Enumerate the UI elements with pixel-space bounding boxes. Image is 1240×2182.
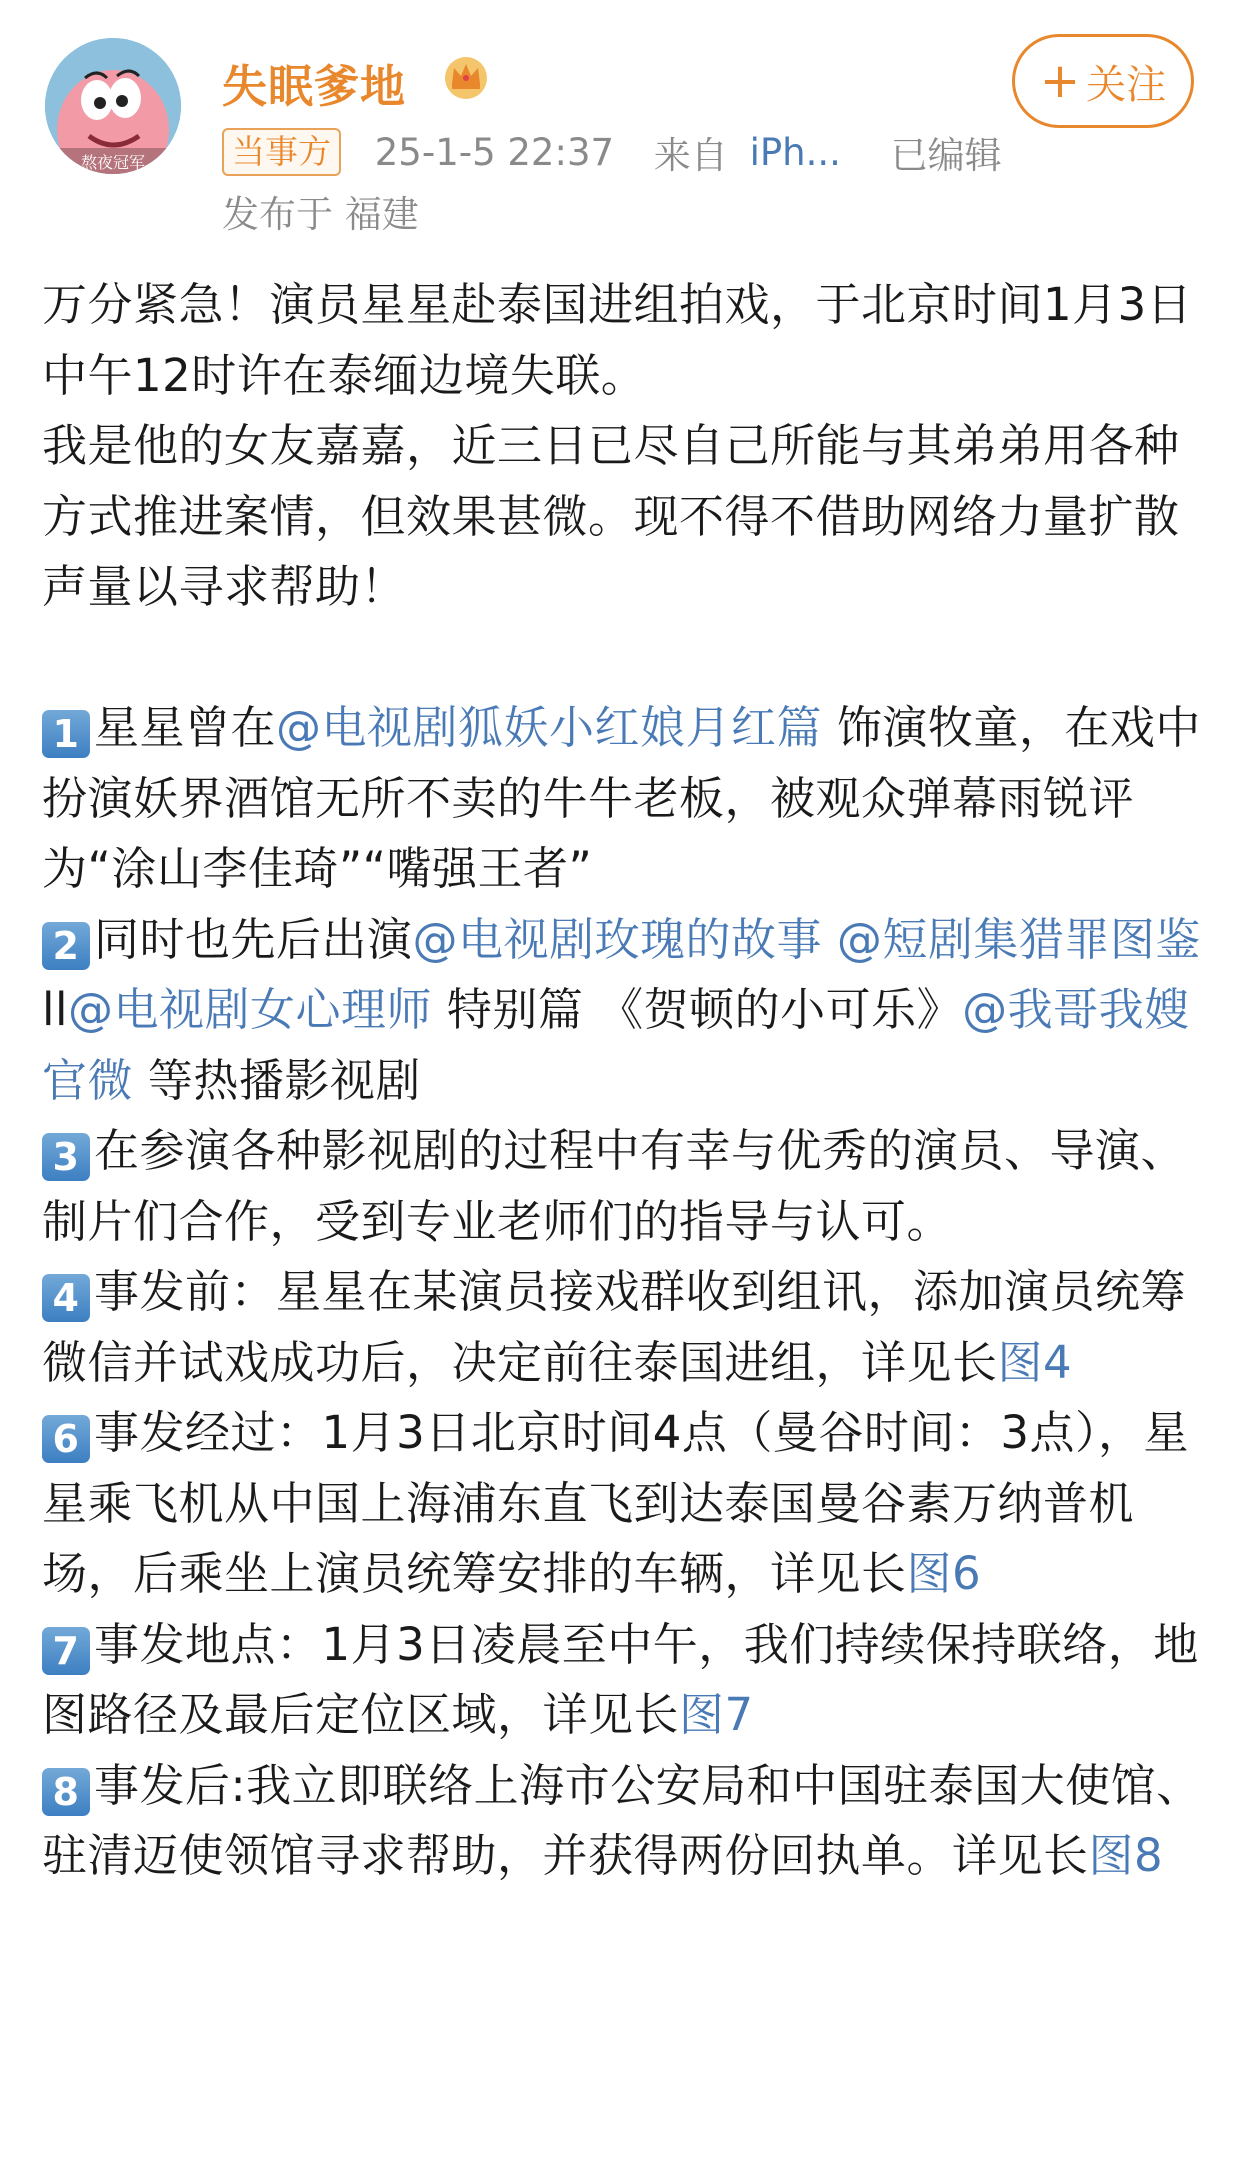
post-header <box>0 0 1240 250</box>
keycap-6-icon: 6 <box>42 1415 90 1463</box>
author-name[interactable]: 失眠爹地 <box>222 60 407 113</box>
mention-link[interactable]: @短剧集猎罪图鉴 <box>836 912 1201 966</box>
keycap-3-icon: 3 <box>42 1133 90 1181</box>
follow-label: 关注 <box>1086 61 1167 108</box>
list-item: 1 星星曾在@电视剧狐妖小红娘月红篇 饰演牧童，在戏中扮演妖界酒馆无所不卖的牛牛老板，被观众弹幕雨锐评为“涂山李佳琦”“嘴强王者” <box>42 701 1201 895</box>
source-device[interactable]: iPh... <box>749 130 841 174</box>
keycap-7-icon: 7 <box>42 1627 90 1675</box>
list-item: 4 事发前：星星在某演员接戏群收到组讯，添加演员统筹微信并试戏成功后，决定前往泰国进组，详见长图4 <box>42 1265 1187 1389</box>
party-tag[interactable]: 当事方 <box>222 128 341 176</box>
intro-paragraph: 万分紧急！演员星星赴泰国进组拍戏，于北京时间1月3日中午12时许在泰缅边境失联。 <box>42 278 1193 402</box>
list-item: 3 在参演各种影视剧的过程中有幸与优秀的演员、导演、制片们合作，受到专业老师们的指导与认可。 <box>42 1124 1187 1248</box>
keycap-4-icon: 4 <box>42 1274 90 1322</box>
source-prefix: 来自 <box>653 134 728 177</box>
image-link[interactable]: 图4 <box>997 1335 1073 1389</box>
mention-link[interactable]: @电视剧女心理师 <box>68 983 433 1036</box>
list-item: 8 事发后:我立即联络上海市公安局和中国驻泰国大使馆、驻清迈使领馆寻求帮助，并获得两份回执单。详见长图8 <box>42 1758 1202 1882</box>
list-item: 2 同时也先后出演@电视剧玫瑰的故事 @短剧集猎罪图鉴 ll@电视剧女心理师 特别篇 《贺顿的小可乐》@我哥我嫂官微 等热播影视剧 <box>42 912 1201 1107</box>
intro-paragraph: 我是他的女友嘉嘉，近三日已尽自己所能与其弟弟用各种方式推进案情，但效果甚微。现不得不借助网络力量扩散声量以寻求帮助！ <box>42 419 1180 613</box>
mention-link[interactable]: @电视剧玫瑰的故事 <box>412 912 823 966</box>
keycap-1-icon: 1 <box>42 710 90 758</box>
plus-icon: + <box>1039 53 1081 109</box>
mention-link[interactable]: @我哥我嫂官微 <box>42 983 1190 1107</box>
edited-label[interactable]: 已编辑 <box>890 134 1002 177</box>
post-time: 25-1-5 22:37 <box>374 130 615 174</box>
keycap-8-icon: 8 <box>42 1768 90 1816</box>
list-item: 7 事发地点：1月3日凌晨至中午，我们持续保持联络，地图路径及最后定位区域，详见长图7 <box>42 1617 1199 1741</box>
image-link[interactable]: 图8 <box>1088 1829 1164 1882</box>
author-avatar[interactable] <box>45 38 181 174</box>
post-meta <box>222 125 1002 177</box>
avatar-caption: 熬夜冠军 <box>80 153 145 172</box>
follow-button[interactable] <box>1012 34 1194 128</box>
list-item: 6 事发经过：1月3日北京时间4点（曼谷时间：3点），星星乘飞机从中国上海浦东直飞到达泰国曼谷素万纳普机场，后乘坐上演员统筹安排的车辆，详见长图6 <box>42 1406 1190 1600</box>
keycap-2-icon: 2 <box>42 922 90 970</box>
image-link[interactable]: 图6 <box>906 1547 982 1600</box>
mention-link[interactable]: @电视剧狐妖小红娘月红篇 <box>276 701 823 754</box>
post-location: 发布于 福建 <box>222 193 419 236</box>
crown-icon <box>440 52 492 100</box>
image-link[interactable]: 图7 <box>679 1688 754 1741</box>
post-body <box>42 270 1202 1892</box>
